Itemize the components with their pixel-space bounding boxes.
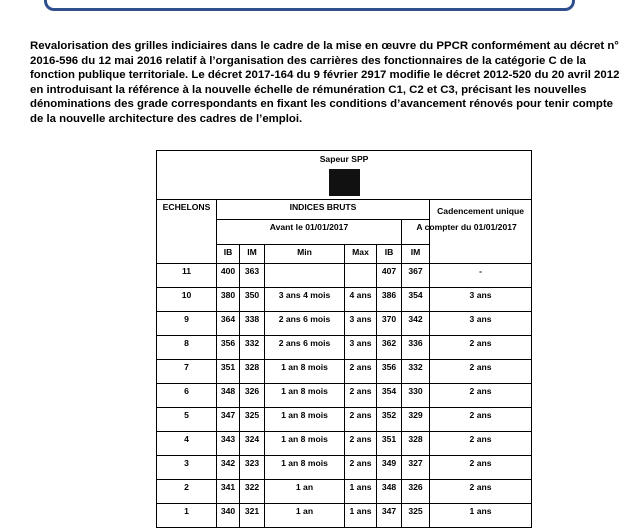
- cell-im: 338: [240, 312, 265, 336]
- group-after-header: A compter du 01/01/2017: [402, 220, 532, 245]
- cell-cad: -: [430, 264, 532, 288]
- cell-cad: 2 ans: [430, 432, 532, 456]
- cell-max: 1 ans: [345, 480, 377, 504]
- cell-max: 2 ans: [345, 432, 377, 456]
- cell-im: 328: [240, 360, 265, 384]
- sub-ib2-header: IB: [377, 245, 402, 264]
- cell-ib: 340: [217, 504, 240, 528]
- header-frame: [44, 0, 575, 11]
- cell-max: [345, 264, 377, 288]
- sub-max-header: Max: [345, 245, 377, 264]
- cell-im2: 330: [402, 384, 430, 408]
- intro-paragraph: Revalorisation des grilles indiciaires dans le cadre de la mise en œuvre du PPCR conformément au décret n° 2016-596 du 12 mai 2016 relatif à l’organisation des carrières des fonctionnaires de la catégorie C de la fonction publique territoriale. Le décret 2017-164 du 9 février 2917 modifie le décret 2012-520 du 20 avril 2012 en introduisant la référence à la nouvelle échelle de rémunération C1, C2 et C3, précisant les nouvelles dénominations des grade correspondants en fixant les conditions d’avancement rénovés pour tenir compte de la nouvelle architecture des cadres de l’emploi.: [30, 40, 620, 125]
- cell-im2: 354: [402, 288, 430, 312]
- table-row: [157, 288, 532, 312]
- table-row: [157, 312, 532, 336]
- cell-cad: 3 ans: [430, 288, 532, 312]
- cell-echelon: 7: [157, 360, 217, 384]
- table-row: [157, 360, 532, 384]
- cell-echelon: 8: [157, 336, 217, 360]
- table-row: [157, 480, 532, 504]
- cell-min: 1 an 8 mois: [265, 432, 345, 456]
- cell-im2: 327: [402, 456, 430, 480]
- cell-cad: 2 ans: [430, 408, 532, 432]
- cell-echelon: 5: [157, 408, 217, 432]
- cell-min: 1 an 8 mois: [265, 360, 345, 384]
- table-row: [157, 384, 532, 408]
- cell-ib: 400: [217, 264, 240, 288]
- cell-cad: 2 ans: [430, 384, 532, 408]
- redacted-emblem: [329, 169, 360, 196]
- cell-im2: 367: [402, 264, 430, 288]
- cell-ib: 343: [217, 432, 240, 456]
- cell-cad: 2 ans: [430, 480, 532, 504]
- cell-min: 3 ans 4 mois: [265, 288, 345, 312]
- cell-im: 321: [240, 504, 265, 528]
- cell-im: 324: [240, 432, 265, 456]
- table-row: [157, 336, 532, 360]
- cell-max: 3 ans: [345, 312, 377, 336]
- cell-im2: 332: [402, 360, 430, 384]
- cell-im: 325: [240, 408, 265, 432]
- cell-min: 2 ans 6 mois: [265, 312, 345, 336]
- cell-ib: 364: [217, 312, 240, 336]
- cell-ib: 342: [217, 456, 240, 480]
- cell-ib: 348: [217, 384, 240, 408]
- cell-cad: 2 ans: [430, 336, 532, 360]
- cell-ib2: 354: [377, 384, 402, 408]
- cell-min: 1 an 8 mois: [265, 408, 345, 432]
- cell-min: [265, 264, 345, 288]
- cell-ib2: 347: [377, 504, 402, 528]
- cell-echelon: 9: [157, 312, 217, 336]
- cell-im: 322: [240, 480, 265, 504]
- table-title-cell: [157, 151, 532, 200]
- cell-im: 332: [240, 336, 265, 360]
- cell-im2: 328: [402, 432, 430, 456]
- cell-ib: 341: [217, 480, 240, 504]
- cell-ib2: 407: [377, 264, 402, 288]
- col-indices-header: INDICES BRUTS: [217, 200, 430, 220]
- cell-min: 2 ans 6 mois: [265, 336, 345, 360]
- cell-ib2: 370: [377, 312, 402, 336]
- cell-ib2: 349: [377, 456, 402, 480]
- cell-ib2: 348: [377, 480, 402, 504]
- cell-max: 1 ans: [345, 504, 377, 528]
- cell-im: 350: [240, 288, 265, 312]
- cell-im: 323: [240, 456, 265, 480]
- table-row: [157, 264, 532, 288]
- cell-echelon: 10: [157, 288, 217, 312]
- cell-echelon: 3: [157, 456, 217, 480]
- cell-echelon: 1: [157, 504, 217, 528]
- salary-grid-table: [156, 150, 532, 528]
- cell-ib2: 356: [377, 360, 402, 384]
- cell-ib2: 362: [377, 336, 402, 360]
- cell-im2: 336: [402, 336, 430, 360]
- cell-max: 2 ans: [345, 360, 377, 384]
- col-echelons-header: ECHELONS: [157, 200, 217, 264]
- table-row: [157, 408, 532, 432]
- sub-min-header: Min: [265, 245, 345, 264]
- cell-ib2: 351: [377, 432, 402, 456]
- cell-echelon: 4: [157, 432, 217, 456]
- table-row: [157, 456, 532, 480]
- cell-min: 1 an: [265, 480, 345, 504]
- col-cadencement-header: Cadencement unique: [430, 200, 532, 264]
- cell-ib: 380: [217, 288, 240, 312]
- cell-echelon: 6: [157, 384, 217, 408]
- cell-echelon: 2: [157, 480, 217, 504]
- cell-ib: 351: [217, 360, 240, 384]
- cell-im2: 329: [402, 408, 430, 432]
- cell-ib: 356: [217, 336, 240, 360]
- table-row: [157, 504, 532, 528]
- cell-ib2: 386: [377, 288, 402, 312]
- cell-cad: 3 ans: [430, 312, 532, 336]
- cell-min: 1 an 8 mois: [265, 456, 345, 480]
- cell-max: 2 ans: [345, 384, 377, 408]
- cell-max: 3 ans: [345, 336, 377, 360]
- cell-min: 1 an: [265, 504, 345, 528]
- table-title: Sapeur SPP: [319, 154, 369, 164]
- cell-im2: 325: [402, 504, 430, 528]
- cell-min: 1 an 8 mois: [265, 384, 345, 408]
- sub-im-header: IM: [240, 245, 265, 264]
- sub-ib-header: IB: [217, 245, 240, 264]
- sub-im2-header: IM: [402, 245, 430, 264]
- cell-im2: 326: [402, 480, 430, 504]
- cell-im2: 342: [402, 312, 430, 336]
- group-before-header: Avant le 01/01/2017: [217, 220, 402, 245]
- cell-cad: 1 ans: [430, 504, 532, 528]
- cell-max: 4 ans: [345, 288, 377, 312]
- cell-ib: 347: [217, 408, 240, 432]
- table-row: [157, 432, 532, 456]
- cell-ib2: 352: [377, 408, 402, 432]
- cell-echelon: 11: [157, 264, 217, 288]
- cell-max: 2 ans: [345, 456, 377, 480]
- cell-im: 363: [240, 264, 265, 288]
- cell-cad: 2 ans: [430, 456, 532, 480]
- cell-cad: 2 ans: [430, 360, 532, 384]
- cell-im: 326: [240, 384, 265, 408]
- cell-max: 2 ans: [345, 408, 377, 432]
